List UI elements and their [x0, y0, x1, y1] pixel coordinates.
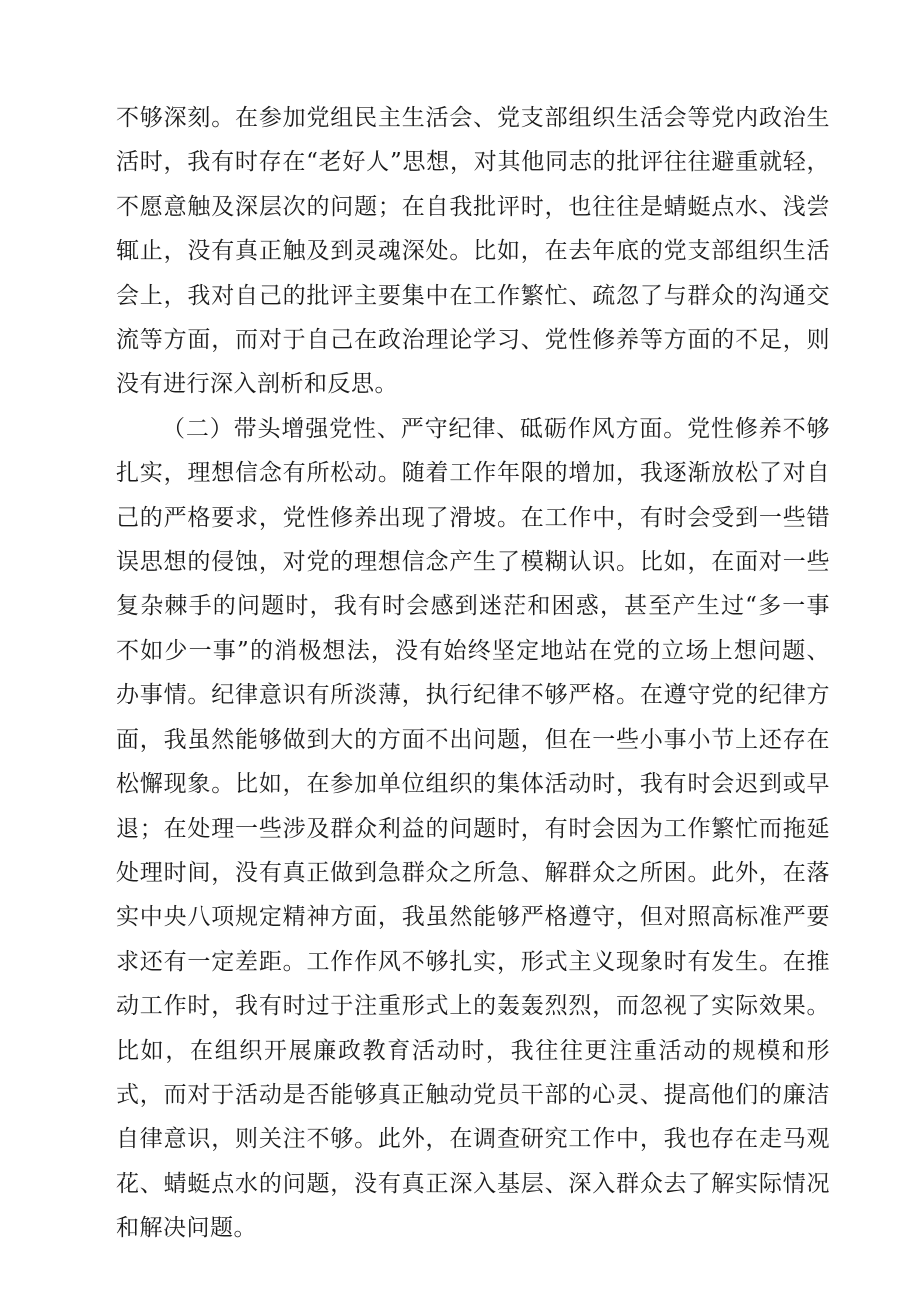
- paragraph-section-two: （二）带头增强党性、严守纪律、砥砺作风方面。党性修养不够扎实，理想信念有所松动。随着工作年限的增加，我逐渐放松了对自己的严格要求，党性修养出现了滑坡。在工作中，有时会受到一些错误思想的侵蚀，对党的理想信念产生了模糊认识。比如，在面对一些复杂棘手的问题时，我有时会感到迷茫和困惑，甚至产生过“多一事不如少一事”的消极想法，没有始终坚定地站在党的立场上想问题、办事情。纪律意识有所淡薄，执行纪律不够严格。在遵守党的纪律方面，我虽然能够做到大的方面不出问题，但在一些小事小节上还存在松懈现象。比如，在参加单位组织的集体活动时，我有时会迟到或早退；在处理一些涉及群众利益的问题时，有时会因为工作繁忙而拖延处理时间，没有真正做到急群众之所急、解群众之所困。此外，在落实中央八项规定精神方面，我虽然能够严格遵守，但对照高标准严要求还有一定差距。工作作风不够扎实，形式主义现象时有发生。在推动工作时，我有时过于注重形式上的轰轰烈烈，而忽视了实际效果。比如，在组织开展廉政教育活动时，我往往更注重活动的规模和形式，而对于活动是否能够真正触动党员干部的心灵、提高他们的廉洁自律意识，则关注不够。此外，在调查研究工作中，我也存在走马观花、蜻蜓点水的问题，没有真正深入基层、深入群众去了解实际情况和解决问题。: [116, 415, 830, 1242]
- paragraph-continuation: 不够深刻。在参加党组民主生活会、党支部组织生活会等党内政治生活时，我有时存在“老好人”思想，对其他同志的批评往往避重就轻，不愿意触及深层次的问题；在自我批评时，也往往是蜻蜓点水、浅尝辄止，没有真正触及到灵魂深处。比如，在去年底的党支部组织生活会上，我对自己的批评主要集中在工作繁忙、疏忽了与群众的沟通交流等方面，而对于自己在政治理论学习、党性修养等方面的不足，则没有进行深入剖析和反思。: [116, 105, 830, 398]
- document-body: [116, 96, 830, 1251]
